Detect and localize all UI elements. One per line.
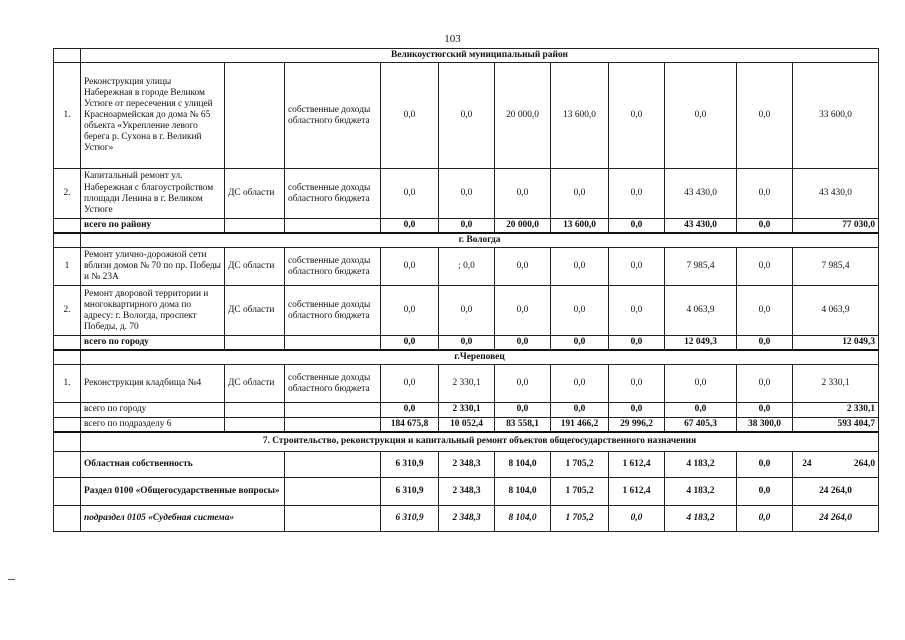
value-cell: 1 705,2: [551, 478, 609, 506]
value-cell: ; 0,0: [439, 248, 495, 286]
funding-source: собственные доходы областного бюджета: [285, 286, 381, 336]
value-cell: 2 348,3: [439, 478, 495, 506]
organization: [225, 63, 285, 169]
value-cell: 0,0: [439, 63, 495, 169]
value-cell: 0,0: [665, 63, 737, 169]
object-name: Реконструкция улицы Набережная в городе Великом Устюге от пересечения с улицей Красноармейская до дома № 65 объекта «Укрепление левого берега р. Сухона в г. Великий Устюг»: [81, 63, 225, 169]
value-cell: 0,0: [439, 219, 495, 234]
value-cell: 2 348,3: [439, 452, 495, 478]
value-cell: 0,0: [551, 169, 609, 219]
value-cell: 6 310,9: [381, 478, 439, 506]
value-cell: 7 985,4: [665, 248, 737, 286]
value-cell: 0,0: [737, 452, 793, 478]
value-cell: 0,0: [737, 286, 793, 336]
value-cell: 0,0: [737, 365, 793, 403]
subtotal-label: всего по подразделу 6: [81, 417, 225, 432]
organization: ДС области: [225, 286, 285, 336]
value-cell: 0,0: [381, 219, 439, 234]
table-row: [54, 365, 879, 403]
table-row: [54, 63, 879, 169]
value-cell: 0,0: [609, 365, 665, 403]
value-cell: 0,0: [439, 169, 495, 219]
value-cell: 0,0: [737, 219, 793, 234]
subtotal-row: [54, 219, 879, 234]
value-cell: 6 310,9: [381, 452, 439, 478]
subtotal-row: [54, 417, 879, 432]
organization: ДС области: [225, 365, 285, 403]
page-number: 103: [444, 33, 461, 45]
table-row: [54, 286, 879, 336]
value-cell: 0,0: [495, 248, 551, 286]
object-name: Ремонт улично-дорожной сети вблизи домов № 70 по пр. Победы и № 23А: [81, 248, 225, 286]
value-cell: 29 996,2: [609, 417, 665, 432]
value-cell: 0,0: [495, 365, 551, 403]
value-cell: 1 612,4: [609, 478, 665, 506]
value-cell: 0,0: [609, 286, 665, 336]
summary-label: Раздел 0100 «Общегосударственные вопросы»: [81, 478, 285, 506]
value-cell: 10 052,4: [439, 417, 495, 432]
row-number: 1.: [54, 365, 81, 403]
value-cell: 0,0: [737, 336, 793, 351]
value-cell: 83 558,1: [495, 417, 551, 432]
value-cell: 0,0: [381, 336, 439, 351]
value-cell: 1 705,2: [551, 506, 609, 532]
value-cell: 0,0: [737, 506, 793, 532]
value-cell: 0,0: [381, 403, 439, 417]
value-cell: 1 612,4: [609, 452, 665, 478]
value-cell: 0,0: [551, 403, 609, 417]
summary-row: [54, 506, 879, 532]
value-cell: 20 000,0: [495, 63, 551, 169]
value-cell: 67 405,3: [665, 417, 737, 432]
total-cell: 24 264,0: [793, 506, 879, 532]
margin-mark: [8, 579, 15, 580]
summary-row: [54, 478, 879, 506]
object-name: Реконструкция кладбища №4: [81, 365, 225, 403]
value-cell: 0,0: [551, 336, 609, 351]
organization: ДС области: [225, 169, 285, 219]
value-cell: 191 466,2: [551, 417, 609, 432]
funding-source: собственные доходы областного бюджета: [285, 365, 381, 403]
value-cell: 0,0: [381, 248, 439, 286]
value-cell: 0,0: [737, 169, 793, 219]
value-cell: 0,0: [609, 336, 665, 351]
value-cell: 43 430,0: [665, 169, 737, 219]
value-cell: 0,0: [609, 403, 665, 417]
total-cell: 593 404,7: [793, 417, 879, 432]
table-row: [54, 248, 879, 286]
value-cell: 0,0: [439, 286, 495, 336]
value-cell: 43 430,0: [665, 219, 737, 234]
funding-source: собственные доходы областного бюджета: [285, 169, 381, 219]
value-cell: 6 310,9: [381, 506, 439, 532]
value-cell: 2 348,3: [439, 506, 495, 532]
value-cell: 0,0: [381, 365, 439, 403]
value-cell: 0,0: [665, 403, 737, 417]
value-cell: 184 675,8: [381, 417, 439, 432]
value-cell: 2 330,1: [439, 365, 495, 403]
value-cell: 1 705,2: [551, 452, 609, 478]
summary-row: [54, 452, 879, 478]
total-cell: 2 330,1: [793, 365, 879, 403]
total-cell: 77 030,0: [793, 219, 879, 234]
value-cell: 0,0: [381, 169, 439, 219]
value-cell: 0,0: [609, 248, 665, 286]
value-cell: 0,0: [495, 286, 551, 336]
section-title: 7. Строительство, реконструкция и капитальный ремонт объектов общегосударственного назначения: [81, 432, 879, 452]
value-cell: 0,0: [551, 365, 609, 403]
value-cell: 4 063,9: [665, 286, 737, 336]
total-cell: 4 063,9: [793, 286, 879, 336]
value-cell: 0,0: [737, 403, 793, 417]
funding-source: собственные доходы областного бюджета: [285, 63, 381, 169]
summary-label: подраздел 0105 «Судебная система»: [81, 506, 285, 532]
total-cell: 7 985,4: [793, 248, 879, 286]
subtotal-label: всего по городу: [81, 403, 225, 417]
value-cell: 13 600,0: [551, 219, 609, 234]
table-row: [54, 169, 879, 219]
value-cell: 0,0: [609, 63, 665, 169]
value-cell: 0,0: [551, 286, 609, 336]
total-cell: 12 049,3: [793, 336, 879, 351]
value-cell: 0,0: [737, 478, 793, 506]
value-cell: 8 104,0: [495, 478, 551, 506]
row-number: 1.: [54, 63, 81, 169]
value-cell: 38 300,0: [737, 417, 793, 432]
value-cell: 0,0: [665, 365, 737, 403]
value-cell: 0,0: [551, 248, 609, 286]
section-header-row: [54, 432, 879, 452]
value-cell: 0,0: [609, 506, 665, 532]
section-title: Великоустюгский муниципальный район: [81, 49, 879, 63]
subtotal-row: [54, 403, 879, 417]
value-cell: 4 183,2: [665, 452, 737, 478]
value-cell: 0,0: [609, 219, 665, 234]
section-title: г.Череповец: [81, 350, 879, 365]
row-number: 2.: [54, 286, 81, 336]
value-cell: 0,0: [737, 248, 793, 286]
total-cell: 33 600,0: [793, 63, 879, 169]
value-cell: 0,0: [495, 403, 551, 417]
funding-source: собственные доходы областного бюджета: [285, 248, 381, 286]
value-cell: 12 049,3: [665, 336, 737, 351]
value-cell: 20 000,0: [495, 219, 551, 234]
subtotal-label: всего по району: [81, 219, 225, 234]
value-cell: 0,0: [609, 169, 665, 219]
row-number: 2.: [54, 169, 81, 219]
value-cell: 2 330,1: [439, 403, 495, 417]
section-header-row: [54, 350, 879, 365]
object-name: Капитальный ремонт ул. Набережная с благоустройством площади Ленина в г. Великом Устюге: [81, 169, 225, 219]
value-cell: 0,0: [495, 169, 551, 219]
row-number: 1: [54, 248, 81, 286]
value-cell: 0,0: [381, 63, 439, 169]
subtotal-label: всего по городу: [81, 336, 225, 351]
value-cell: 0,0: [495, 336, 551, 351]
organization: ДС области: [225, 248, 285, 286]
value-cell: 4 183,2: [665, 478, 737, 506]
value-cell: 0,0: [439, 336, 495, 351]
object-name: Ремонт дворовой территории и многоквартирного дома по адресу: г. Вологда, проспект Победы, д. 70: [81, 286, 225, 336]
budget-table: [53, 48, 879, 532]
value-cell: 0,0: [381, 286, 439, 336]
total-cell: 24 264,0: [793, 452, 879, 478]
value-cell: 8 104,0: [495, 452, 551, 478]
value-cell: 4 183,2: [665, 506, 737, 532]
summary-label: Областная собственность: [81, 452, 285, 478]
subtotal-row: [54, 336, 879, 351]
total-cell: 2 330,1: [793, 403, 879, 417]
total-cell: 24 264,0: [793, 478, 879, 506]
value-cell: 0,0: [737, 63, 793, 169]
value-cell: 8 104,0: [495, 506, 551, 532]
section-title: г. Вологда: [81, 233, 879, 248]
total-cell: 43 430,0: [793, 169, 879, 219]
section-header-row: [54, 233, 879, 248]
section-header-row: [54, 49, 879, 63]
value-cell: 13 600,0: [551, 63, 609, 169]
